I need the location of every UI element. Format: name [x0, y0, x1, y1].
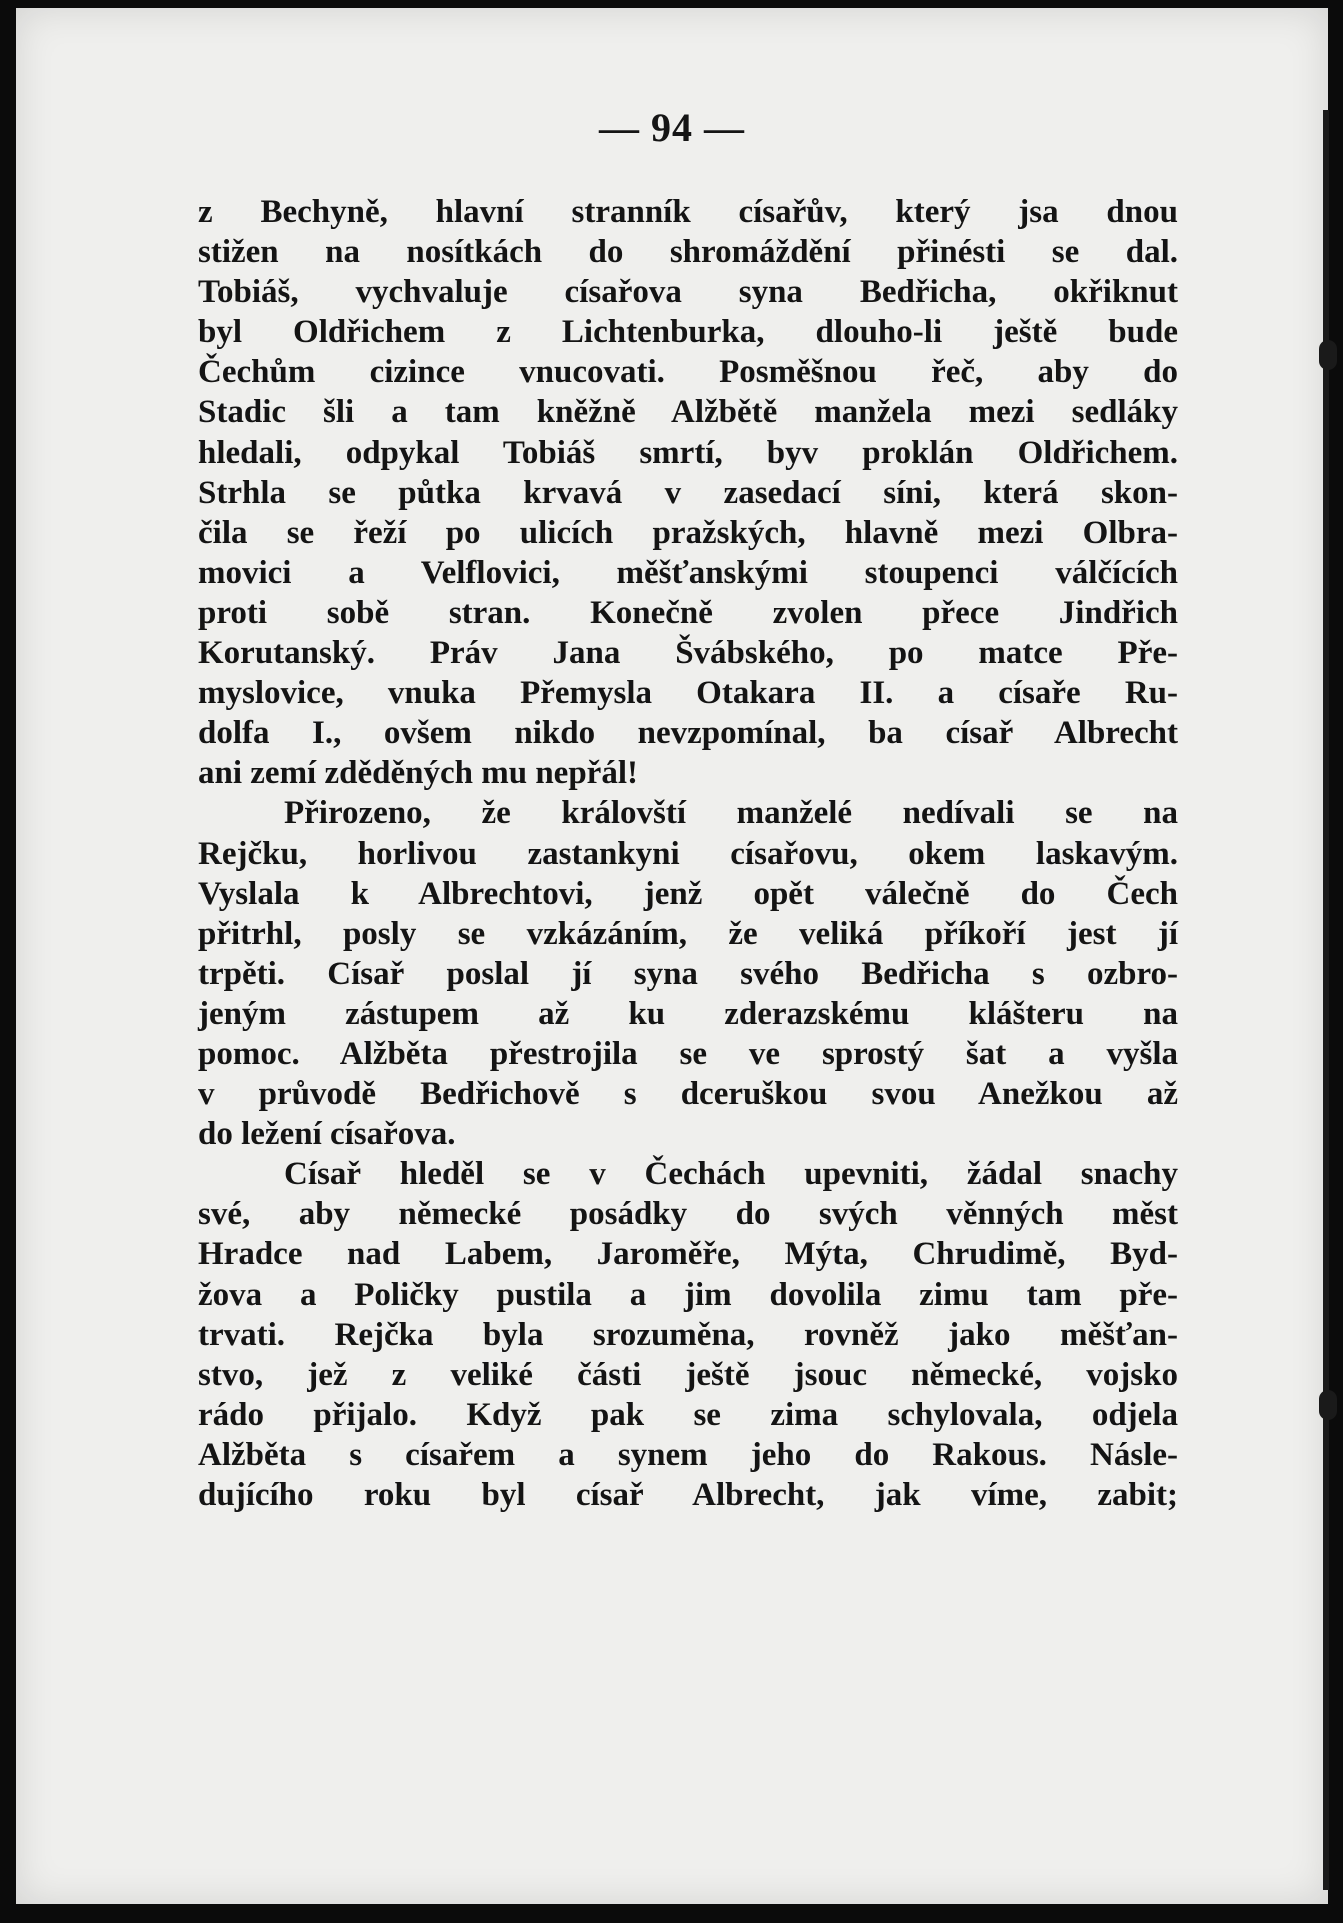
text-line: jeným zástupem až ku zderazskému klášteru na: [198, 995, 1178, 1032]
text-line: Rejčku, horlivou zastankyni císařovu, okem laskavým.: [198, 835, 1178, 872]
text-line: movici a Velflovici, měšťanskými stoupenci válčících: [198, 554, 1178, 591]
text-line: ani zemí zděděných mu nepřál!: [198, 755, 638, 792]
text-line: čila se řeží po ulicích pražských, hlavně mezi Olbra-: [198, 514, 1178, 551]
text-line: přitrhl, posly se vzkázáním, že veliká příkoří jest jí: [198, 915, 1178, 952]
text-line: trvati. Rejčka byla srozuměna, rovněž jako měšťan-: [198, 1316, 1178, 1353]
text-line: Přirozeno, že královští manželé nedívali se na: [284, 795, 1178, 832]
text-line: proti sobě stran. Konečně zvolen přece Jindřich: [198, 594, 1178, 631]
binding-mark: [1319, 1390, 1337, 1420]
page-number: — 94 —: [599, 105, 745, 150]
text-line: dolfa I., ovšem nikdo nevzpomínal, ba císař Albrecht: [198, 715, 1178, 752]
text-line: z Bechyně, hlavní stranník císařův, který jsa dnou: [198, 194, 1178, 230]
text-line: žova a Poličky pustila a jim dovolila zimu tam pře-: [198, 1276, 1178, 1313]
text-line: byl Oldřichem z Lichtenburka, dlouho-li ještě bude: [198, 314, 1178, 351]
text-line: pomoc. Alžběta přestrojila se ve sprostý šat a vyšla: [198, 1035, 1178, 1072]
text-line: hledali, odpykal Tobiáš smrtí, byv proklán Oldřichem.: [198, 434, 1178, 471]
page-binding-edge: [1323, 110, 1329, 1890]
text-line: Korutanský. Práv Jana Švábského, po matce Pře-: [198, 635, 1178, 672]
text-line: Čechům cizince vnucovati. Posměšnou řeč, aby do: [198, 354, 1178, 391]
text-line: Alžběta s císařem a synem jeho do Rakous. Násle-: [198, 1436, 1178, 1473]
text-line: stižen na nosítkách do shromáždění přinésti se dal.: [198, 234, 1178, 271]
text-line: své, aby německé posádky do svých věnných měst: [198, 1196, 1178, 1233]
text-line: do ležení císařova.: [198, 1116, 456, 1153]
text-line: rádo přijalo. Když pak se zima schylovala, odjela: [198, 1396, 1178, 1433]
book-page: [16, 8, 1328, 1904]
text-line: myslovice, vnuka Přemysla Otakara II. a císaře Ru-: [198, 675, 1178, 712]
text-line: trpěti. Císař poslal jí syna svého Bedřicha s ozbro-: [198, 955, 1178, 992]
text-line: stvo, jež z veliké části ještě jsouc německé, vojsko: [198, 1356, 1178, 1393]
text-line: Vyslala k Albrechtovi, jenž opět válečně do Čech: [198, 875, 1178, 912]
text-line: Stadic šli a tam kněžně Alžbětě manžela mezi sedláky: [198, 394, 1178, 431]
text-line: Tobiáš, vychvaluje císařova syna Bedřicha, okřiknut: [198, 274, 1178, 311]
text-line: Císař hleděl se v Čechách upevniti, žádal snachy: [284, 1156, 1178, 1193]
body-text: [198, 192, 1178, 1515]
binding-mark: [1319, 340, 1337, 370]
text-line: dujícího roku byl císař Albrecht, jak víme, zabit;: [198, 1477, 1178, 1513]
text-line: Strhla se půtka krvavá v zasedací síni, která skon-: [198, 474, 1178, 511]
text-line: v průvodě Bedřichově s dceruškou svou Anežkou až: [198, 1076, 1178, 1113]
text-line: Hradce nad Labem, Jaroměře, Mýta, Chrudimě, Byd-: [198, 1236, 1178, 1273]
